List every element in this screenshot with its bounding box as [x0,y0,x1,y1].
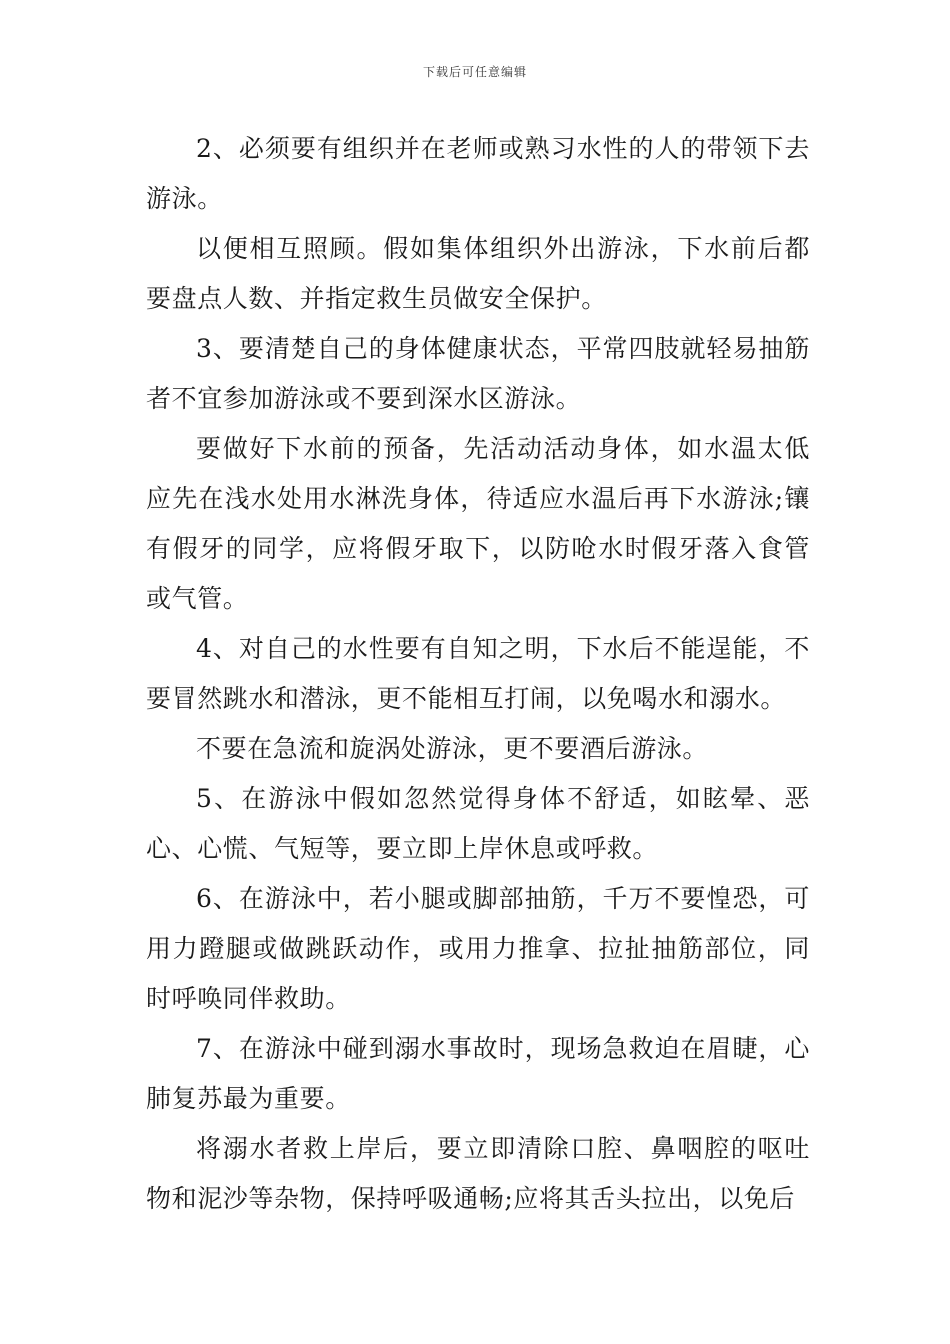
paragraph: 3、要清楚自己的身体健康状态，平常四肢就轻易抽筋者不宜参加游泳或不要到深水区游泳。 [146,334,810,413]
paragraph: 7、在游泳中碰到溺水事故时，现场急救迫在眉睫，心肺复苏最为重要。 [146,1034,810,1113]
paragraph: 不要在急流和旋涡处游泳，更不要酒后游泳。 [196,734,709,763]
paragraph: 4、对自己的水性要有自知之明，下水后不能逞能，不要冒然跳水和潜泳，更不能相互打闹，以免喝水和溺水。 [146,634,810,713]
document-body [146,124,810,1224]
paragraph: 将溺水者救上岸后，要立即清除口腔、鼻咽腔的呕吐物和泥沙等杂物，保持呼吸通畅;应将其舌头拉出，以免后 [146,1134,810,1213]
paragraph: 2、必须要有组织并在老师或熟习水性的人的带领下去游泳。 [146,134,810,213]
page-header: 下载后可任意编辑 [422,65,527,79]
paragraph: 以便相互照顾。假如集体组织外出游泳，下水前后都要盘点人数、并指定救生员做安全保护。 [146,234,810,313]
paragraph: 要做好下水前的预备，先活动活动身体，如水温太低应先在浅水处用水淋洗身体，待适应水温后再下水游泳;镶有假牙的同学，应将假牙取下，以防呛水时假牙落入食管或气管。 [146,434,810,613]
paragraph: 6、在游泳中，若小腿或脚部抽筋，千万不要惶恐，可用力蹬腿或做跳跃动作，或用力推拿、拉扯抽筋部位，同时呼唤同伴救助。 [146,884,810,1013]
paragraph: 5、在游泳中假如忽然觉得身体不舒适，如眩晕、恶心、心慌、气短等，要立即上岸休息或呼救。 [146,784,810,863]
